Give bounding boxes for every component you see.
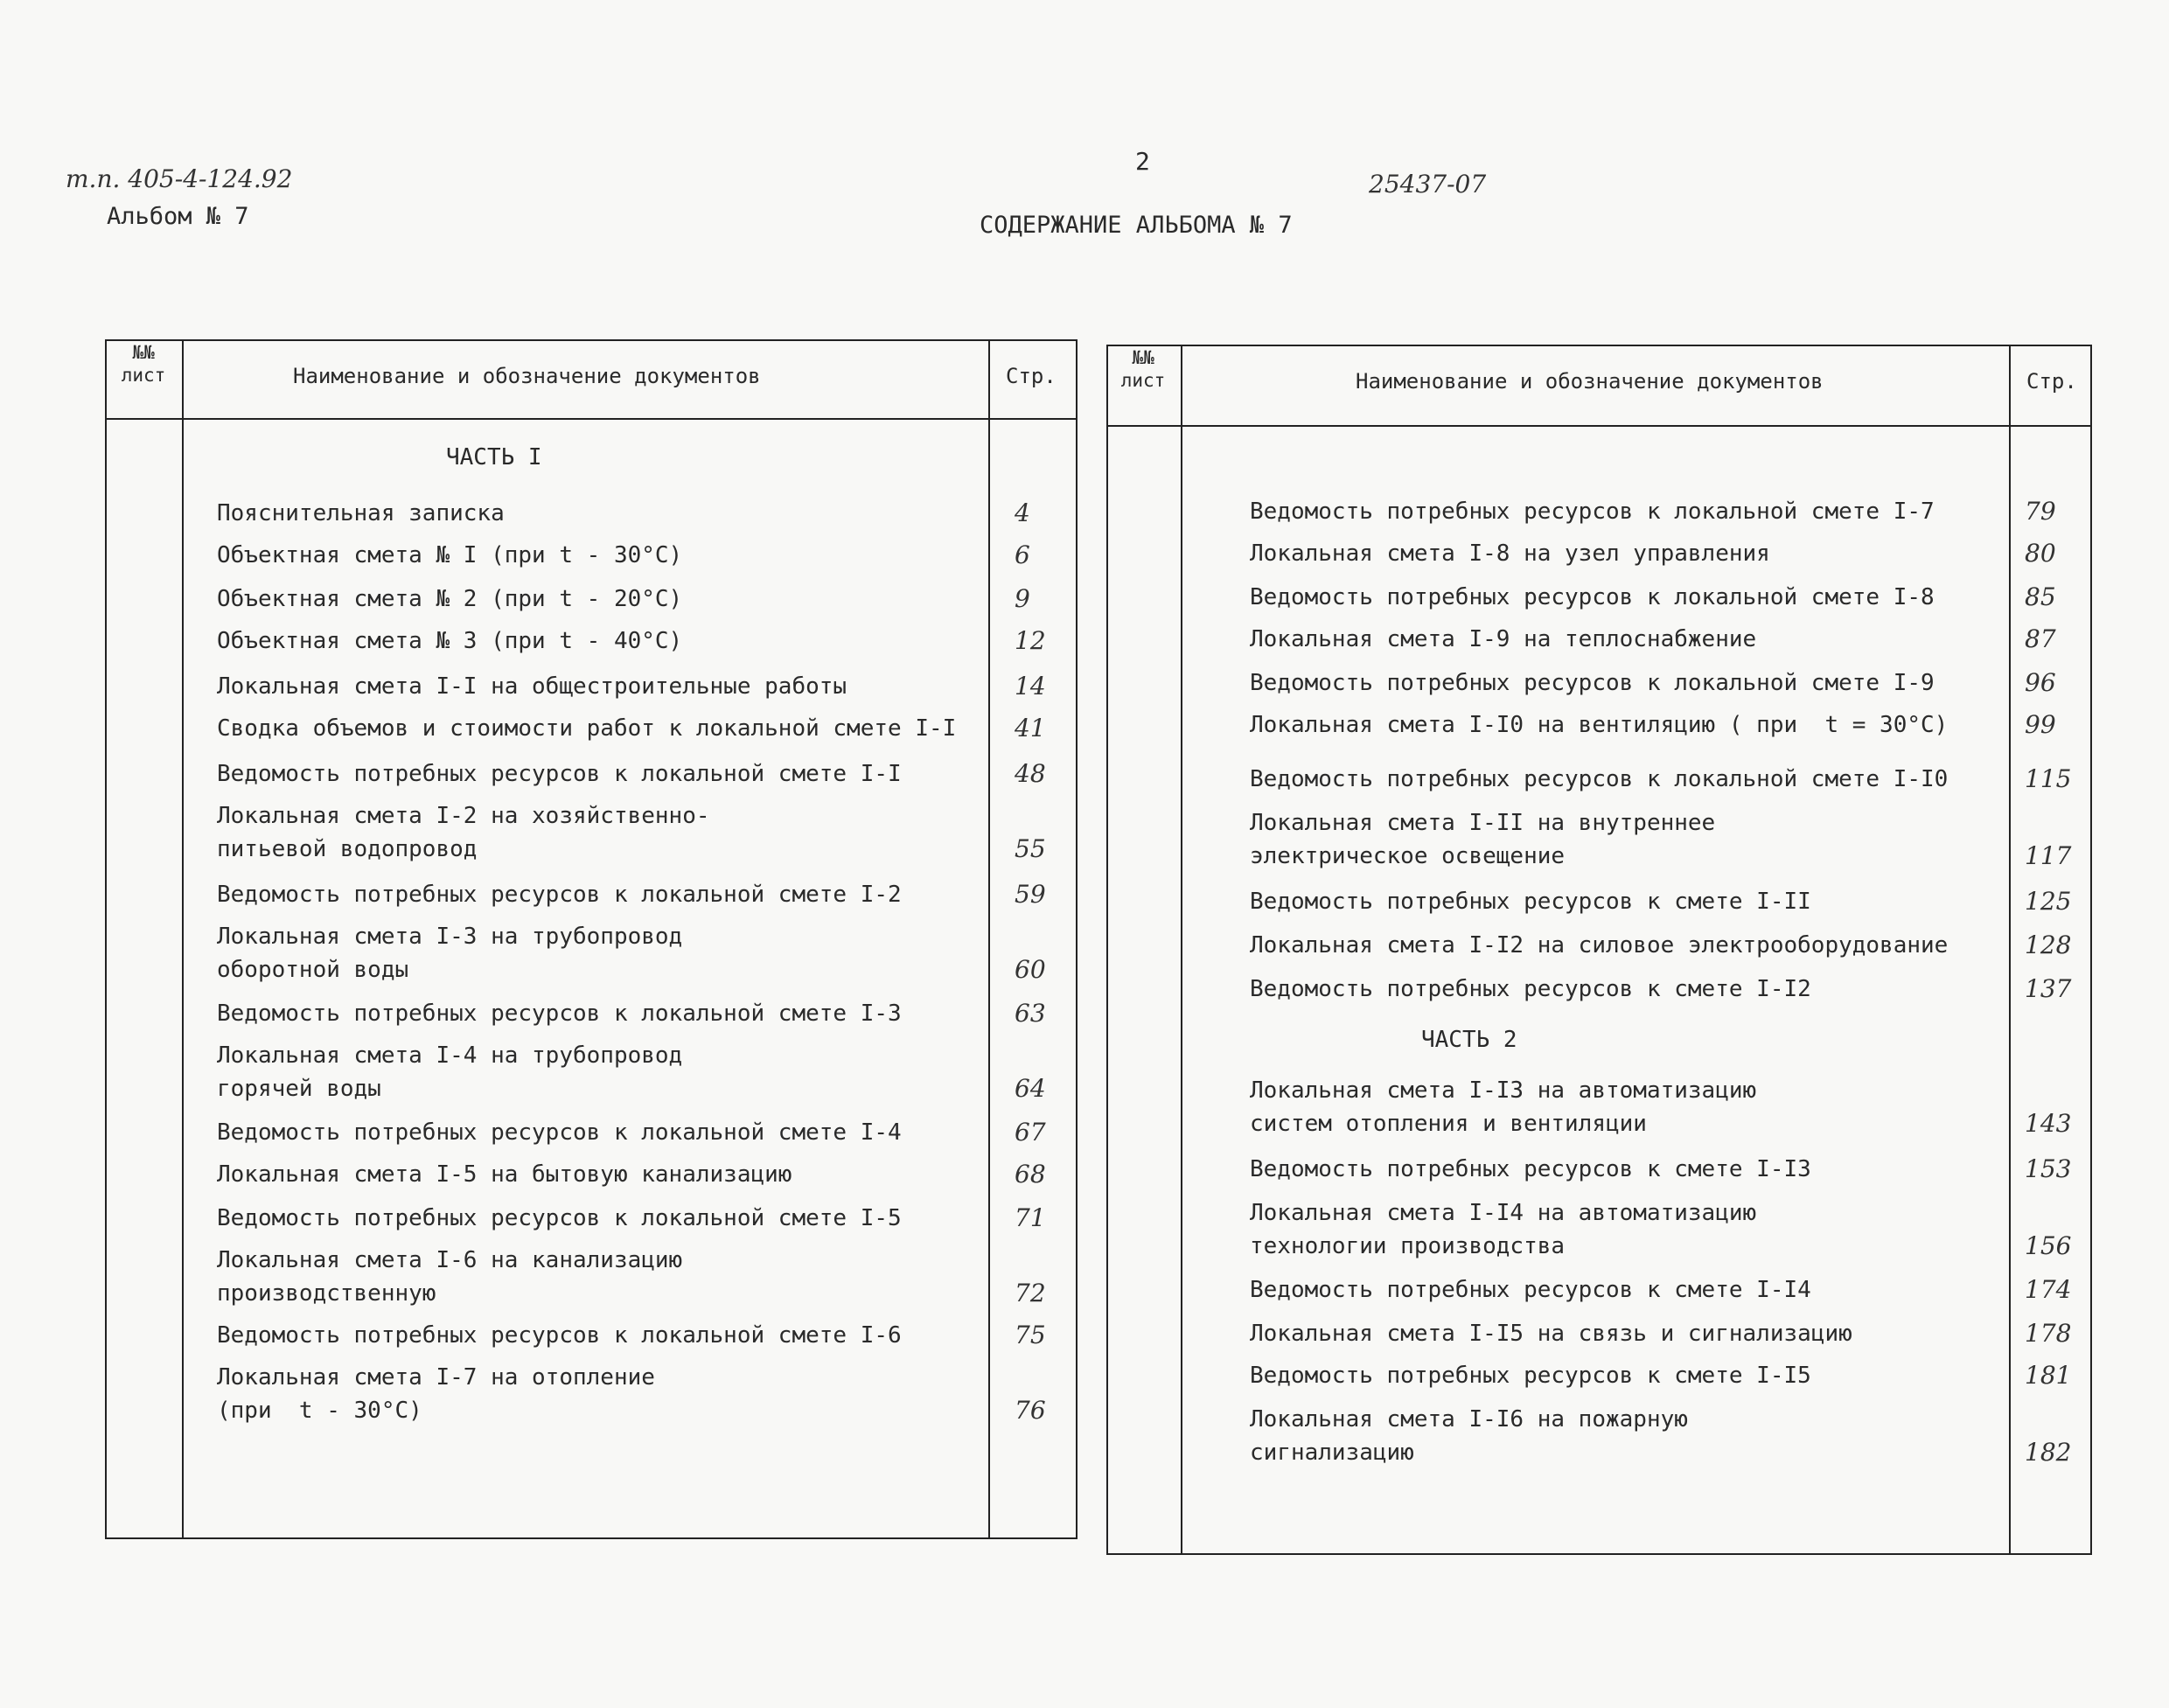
part-2-heading: ЧАСТЬ 2 [1421,1027,1517,1053]
toc-entry-page: 6 [1015,540,1030,569]
toc-entry-title: Ведомость потребных ресурсов к локальной смете I-4 [217,1119,902,1146]
toc-entry-title: Локальная смета I-9 на теплоснабжение [1250,626,1757,652]
page-title: СОДЕРЖАНИЕ АЛЬБОМА № 7 [980,212,1293,239]
toc-entry-page: 41 [1015,714,1046,742]
column-divider [2009,345,2011,1555]
toc-table-right [1106,345,2092,1555]
toc-entry-page: 99 [2025,710,2056,739]
toc-entry-title: Ведомость потребных ресурсов к смете I-II [1250,889,1811,915]
album-label: Альбом № 7 [107,203,249,230]
toc-table-left [105,339,1078,1539]
column-divider [182,339,184,1539]
toc-entry-title: Локальная смета I-7 на отопление (при t - 30°С) [217,1364,655,1424]
toc-entry-title: Локальная смета I-6 на канализацию производственную [217,1247,683,1307]
toc-entry-page: 156 [2025,1231,2072,1260]
toc-entry-title: Локальная смета I-I0 на вентиляцию ( при t = 30°С) [1250,712,1949,738]
toc-entry-page: 143 [2025,1109,2072,1138]
toc-entry-title: Ведомость потребных ресурсов к локальной смете I-7 [1250,498,1935,525]
toc-entry-title: Ведомость потребных ресурсов к локальной смете I-2 [217,882,902,908]
toc-entry-title: Сводка объемов и стоимости работ к локальной смете I-I [217,715,957,742]
toc-entry-page: 75 [1015,1321,1046,1349]
toc-entry-title: Ведомость потребных ресурсов к локальной смете I-9 [1250,670,1935,696]
toc-entry-title: Локальная смета I-3 на трубопровод оборотной воды [217,924,683,983]
column-header-sheet: №№ лист [1120,347,1166,391]
toc-entry-page: 71 [1015,1203,1046,1232]
toc-entry-page: 117 [2025,841,2072,870]
toc-entry-title: Локальная смета I-I на общестроительные работы [217,673,847,700]
toc-entry-title: Ведомость потребных ресурсов к локальной смете I-8 [1250,584,1935,610]
document-number: 25437-07 [1369,170,1487,199]
header-divider [1106,425,2092,427]
toc-entry-page: 115 [2025,764,2072,793]
toc-entry-page: 182 [2025,1438,2072,1467]
toc-entry-title: Пояснительная записка [217,500,505,526]
document-code: т.п. 405-4-124.92 [66,164,293,193]
column-header-sheet: №№ лист [121,342,166,386]
column-header-name: Наименование и обозначение документов [293,364,761,388]
header-divider [105,418,1078,420]
toc-entry-title: Локальная смета I-8 на узел управления [1250,540,1770,567]
page-number: 2 [1135,147,1150,176]
toc-entry-title: Объектная смета № 2 (при t - 20°С) [217,586,683,612]
toc-entry-page: 60 [1015,955,1046,984]
toc-entry-page: 67 [1015,1118,1046,1147]
column-header-name: Наименование и обозначение документов [1356,369,1824,394]
toc-entry-title: Ведомость потребных ресурсов к локальной смете I-I0 [1250,766,1949,792]
toc-entry-page: 76 [1015,1396,1046,1425]
toc-entry-title: Локальная смета I-2 на хозяйственно- питьевой водопровод [217,803,710,862]
toc-entry-page: 96 [2025,668,2056,697]
column-header-page: Стр. [1006,364,1057,388]
toc-entry-title: Локальная смета I-I4 на автоматизацию технологии производства [1250,1200,1757,1259]
toc-entry-page: 137 [2025,974,2072,1003]
toc-entry-page: 85 [2025,582,2056,611]
toc-entry-title: Локальная смета I-I6 на пожарную сигнализацию [1250,1406,1688,1466]
toc-entry-page: 63 [1015,999,1046,1028]
toc-entry-page: 72 [1015,1279,1046,1307]
toc-entry-page: 68 [1015,1160,1046,1189]
toc-entry-page: 125 [2025,887,2072,916]
toc-entry-page: 128 [2025,931,2072,959]
column-header-page: Стр. [2026,369,2077,394]
toc-entry-title: Ведомость потребных ресурсов к смете I-I5 [1250,1363,1811,1389]
toc-entry-title: Локальная смета I-5 на бытовую канализацию [217,1161,792,1188]
toc-entry-title: Ведомость потребных ресурсов к локальной смете I-6 [217,1322,902,1349]
toc-entry-page: 178 [2025,1319,2072,1348]
toc-entry-page: 174 [2025,1275,2072,1304]
toc-entry-page: 80 [2025,539,2056,568]
toc-entry-page: 48 [1015,759,1046,788]
toc-entry-title: Ведомость потребных ресурсов к локальной смете I-5 [217,1205,902,1231]
toc-entry-page: 79 [2025,497,2056,526]
toc-entry-page: 64 [1015,1074,1046,1103]
toc-entry-page: 14 [1015,672,1046,701]
toc-entry-title: Объектная смета № I (при t - 30°С) [217,542,683,568]
toc-entry-title: Локальная смета I-4 на трубопровод горячей воды [217,1042,683,1102]
toc-entry-title: Локальная смета I-I2 на силовое электрооборудование [1250,932,1949,959]
toc-entry-page: 55 [1015,834,1046,863]
toc-entry-page: 9 [1015,584,1030,613]
toc-entry-page: 87 [2025,624,2056,653]
toc-entry-title: Локальная смета I-I3 на автоматизацию систем отопления и вентиляции [1250,1077,1757,1137]
part-1-heading: ЧАСТЬ I [446,444,542,471]
toc-entry-title: Ведомость потребных ресурсов к локальной смете I-3 [217,1000,902,1027]
toc-entry-title: Локальная смета I-I5 на связь и сигнализацию [1250,1321,1852,1347]
toc-entry-title: Ведомость потребных ресурсов к локальной смете I-I [217,761,902,787]
toc-entry-page: 181 [2025,1361,2072,1390]
toc-entry-title: Ведомость потребных ресурсов к смете I-I3 [1250,1156,1811,1182]
toc-entry-title: Локальная смета I-II на внутреннее электрическое освещение [1250,810,1716,869]
toc-entry-title: Ведомость потребных ресурсов к смете I-I2 [1250,976,1811,1002]
column-divider [1181,345,1182,1555]
column-divider [988,339,990,1539]
toc-entry-title: Объектная смета № 3 (при t - 40°С) [217,628,683,654]
toc-entry-page: 59 [1015,880,1046,909]
toc-entry-page: 12 [1015,626,1046,655]
toc-entry-page: 153 [2025,1154,2072,1183]
toc-entry-title: Ведомость потребных ресурсов к смете I-I4 [1250,1277,1811,1303]
toc-entry-page: 4 [1015,498,1030,527]
